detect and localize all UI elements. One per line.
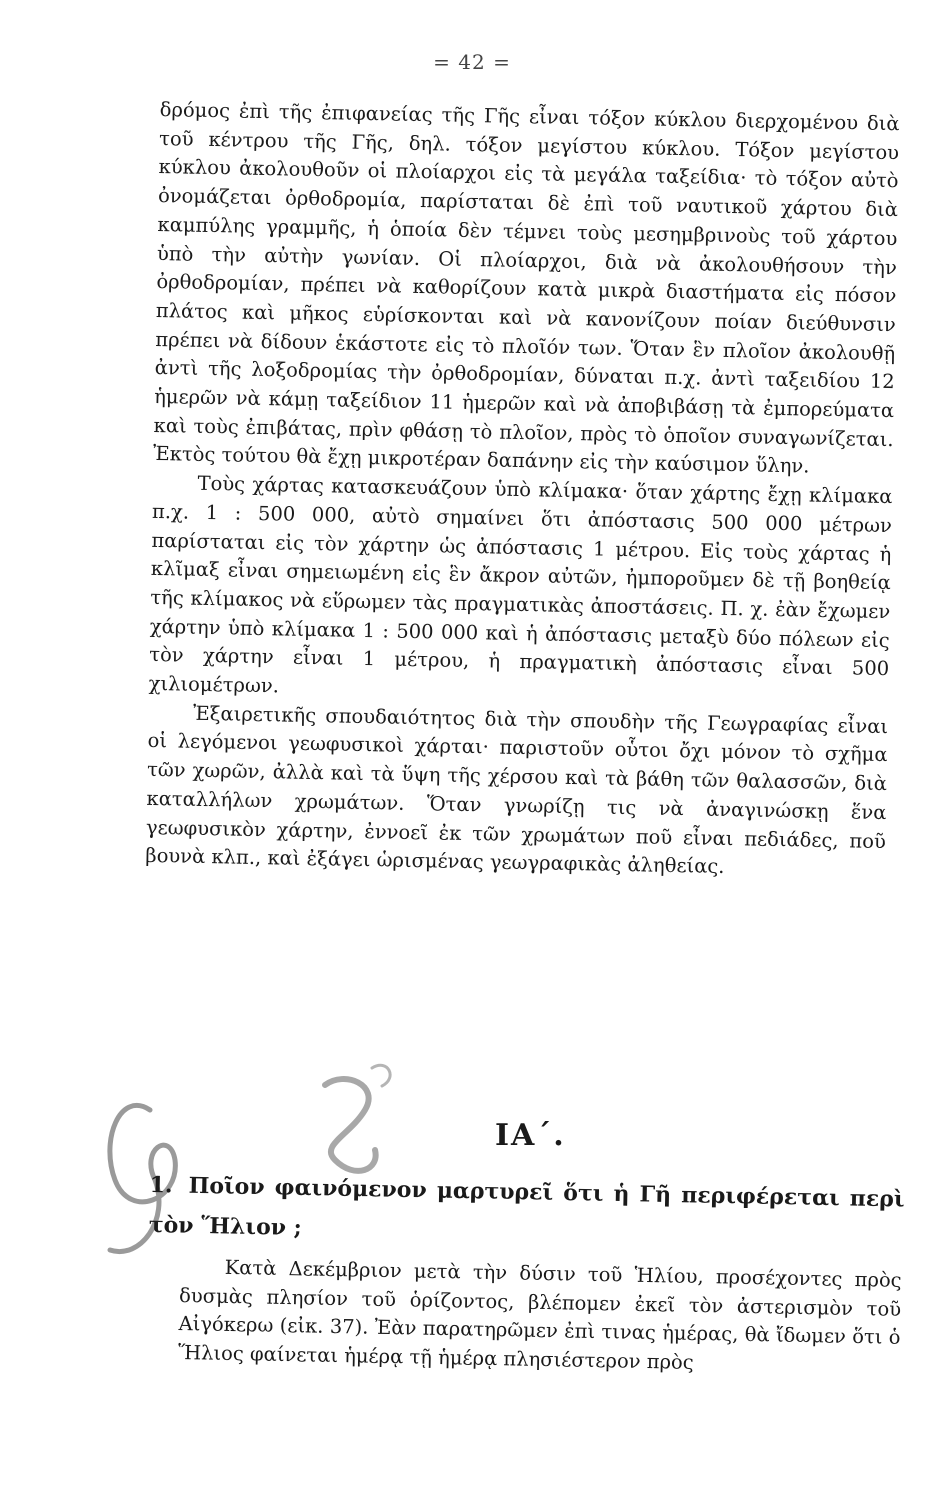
paragraph-1: δρόμος ἐπὶ τῆς ἐπιφανείας τῆς Γῆς εἶναι τόξον κύκλου διερχομένου διὰ τοῦ κέντρου τῆς Γῆς, δηλ. τόξον μεγίστου κύκλου. Τόξον μεγίστου κύκλου ἀκολουθοῦν οἱ πλοίαρχοι εἰς τὰ μεγάλα ταξείδια· τὸ τόξον αὐτὸ ὀνομάζεται ὀρθοδρομία, παρίσταται δὲ ἐπὶ τοῦ ναυτικοῦ χάρτου διὰ καμπύλης γραμμῆς, ἡ ὁποία δὲν τέμνει τοὺς μεσημβρινοὺς τοῦ χάρτου ὑπὸ τὴν αὐτὴν γωνίαν. Οἱ πλοίαρχοι, διὰ νὰ ἀκολουθήσουν τὴν ὀρθοδρομίαν, πρέπει νὰ καθορίζουν κατὰ μικρὰ διαστήματα εἰς πόσον πλάτος καὶ μῆκος εὑρίσκονται καὶ νὰ κανονίζουν ποίαν διεύθυνσιν πρέπει νὰ δίδουν ἑκάστοτε εἰς τὸ πλοῖόν των. Ὅταν ἓν πλοῖον ἀκολουθῇ ἀντὶ τῆς λοξοδρομίας τὴν ὀρθοδρομίαν, δύναται π.χ. ἀντὶ ταξειδίου 12 ἡμερῶν νὰ κάμῃ ταξείδιον 11 ἡμερῶν καὶ νὰ ἀποβιβάσῃ τὰ ἐμπορεύματα καὶ τοὺς ἐπιβάτας, πρὶν φθάσῃ τὸ πλοῖον, πρὸς τὸ ὁποῖον συναγωνίζεται. Ἐκτὸς τούτου θὰ ἔχῃ μικροτέραν δαπάνην εἰς τὴν καύσιμον ὕλην. bbox=[152, 97, 900, 478]
question-number: 1. bbox=[149, 1171, 173, 1199]
body-text-top bbox=[145, 96, 900, 885]
page-number: = 42 = bbox=[433, 50, 511, 74]
question-text: Ποῖον φαινόμενον μαρτυρεῖ ὅτι ἡ Γῆ περιφέρεται περὶ τὸν Ἥλιον ; bbox=[148, 1172, 905, 1241]
paragraph-2: Τοὺς χάρτας κατασκευάζουν ὑπὸ κλίμακα· ὅταν χάρτης ἔχῃ κλίμακα π.χ. 1 : 500 000, αὐτὸ σημαίνει ὅτι ἀπόστασις 500 000 μέτρων παρίσταται εἰς τὸν χάρτην ὡς ἀπόστασις 1 μέτρου. Εἰς τοὺς χάρτας ἡ κλῖμαξ εἶναι σημειωμένη εἰς ἓν ἄκρον αὐτῶν, ἠμποροῦμεν δὲ τῇ βοηθείᾳ τῆς κλίμακος νὰ εὕρωμεν τὰς πραγματικὰς ἀποστάσεις. Π. χ. ἐὰν ἔχωμεν χάρτην ὑπὸ κλίμακα 1 : 500 000 καὶ ἡ ἀπόστασις μεταξὺ δύο πόλεων εἰς τὸν χάρτην εἶναι 1 μέτρου, ἡ πραγματικὴ ἀπόστασις εἶναι 500 χιλιομέτρων. bbox=[148, 471, 893, 698]
answer-paragraph: Κατὰ Δεκέμβριον μετὰ τὴν δύσιν τοῦ Ἡλίου, προσέχοντες πρὸς δυσμὰς πλησίον τοῦ ὁρίζοντος, βλέπομεν ἐκεῖ τὸν ἀστερισμὸν τοῦ Αἰγόκερω (εἰκ. 37). Ἐὰν παρατηρῶμεν ἐπὶ τινας ἡμέρας, θὰ ἴδωμεν ὅτι ὁ Ἥλιος φαίνεται ἡμέρᾳ τῇ ἡμέρᾳ πλησιέστερον πρὸς bbox=[177, 1255, 902, 1374]
question-heading bbox=[148, 1165, 904, 1259]
section-heading: ΙΑ΄. bbox=[495, 1118, 566, 1153]
paragraph-3: Ἐξαιρετικῆς σπουδαιότητος διὰ τὴν σπουδὴν τῆς Γεωγραφίας εἶναι οἱ λεγόμενοι γεωφυσικοὶ χάρται· παριστοῦν οὗτοι ὄχι μόνον τὸ σχῆμα τῶν χωρῶν, ἀλλὰ καὶ τὰ ὕψη τῆς χέρσου καὶ τὰ βάθη τῶν θαλασσῶν, διὰ καταλλήλων χρωμάτων. Ὅταν γνωρίζῃ τις νὰ ἀναγινώσκῃ ἕνα γεωφυσικὸν χάρτην, ἐννοεῖ ἐκ τῶν χρωμάτων ποῦ εἶναι πεδιάδες, ποῦ βουνὰ κλπ., καὶ ἐξάγει ὡρισμένας γεωγραφικὰς ἀληθείας. bbox=[145, 701, 889, 879]
body-text-bottom bbox=[178, 1253, 902, 1381]
